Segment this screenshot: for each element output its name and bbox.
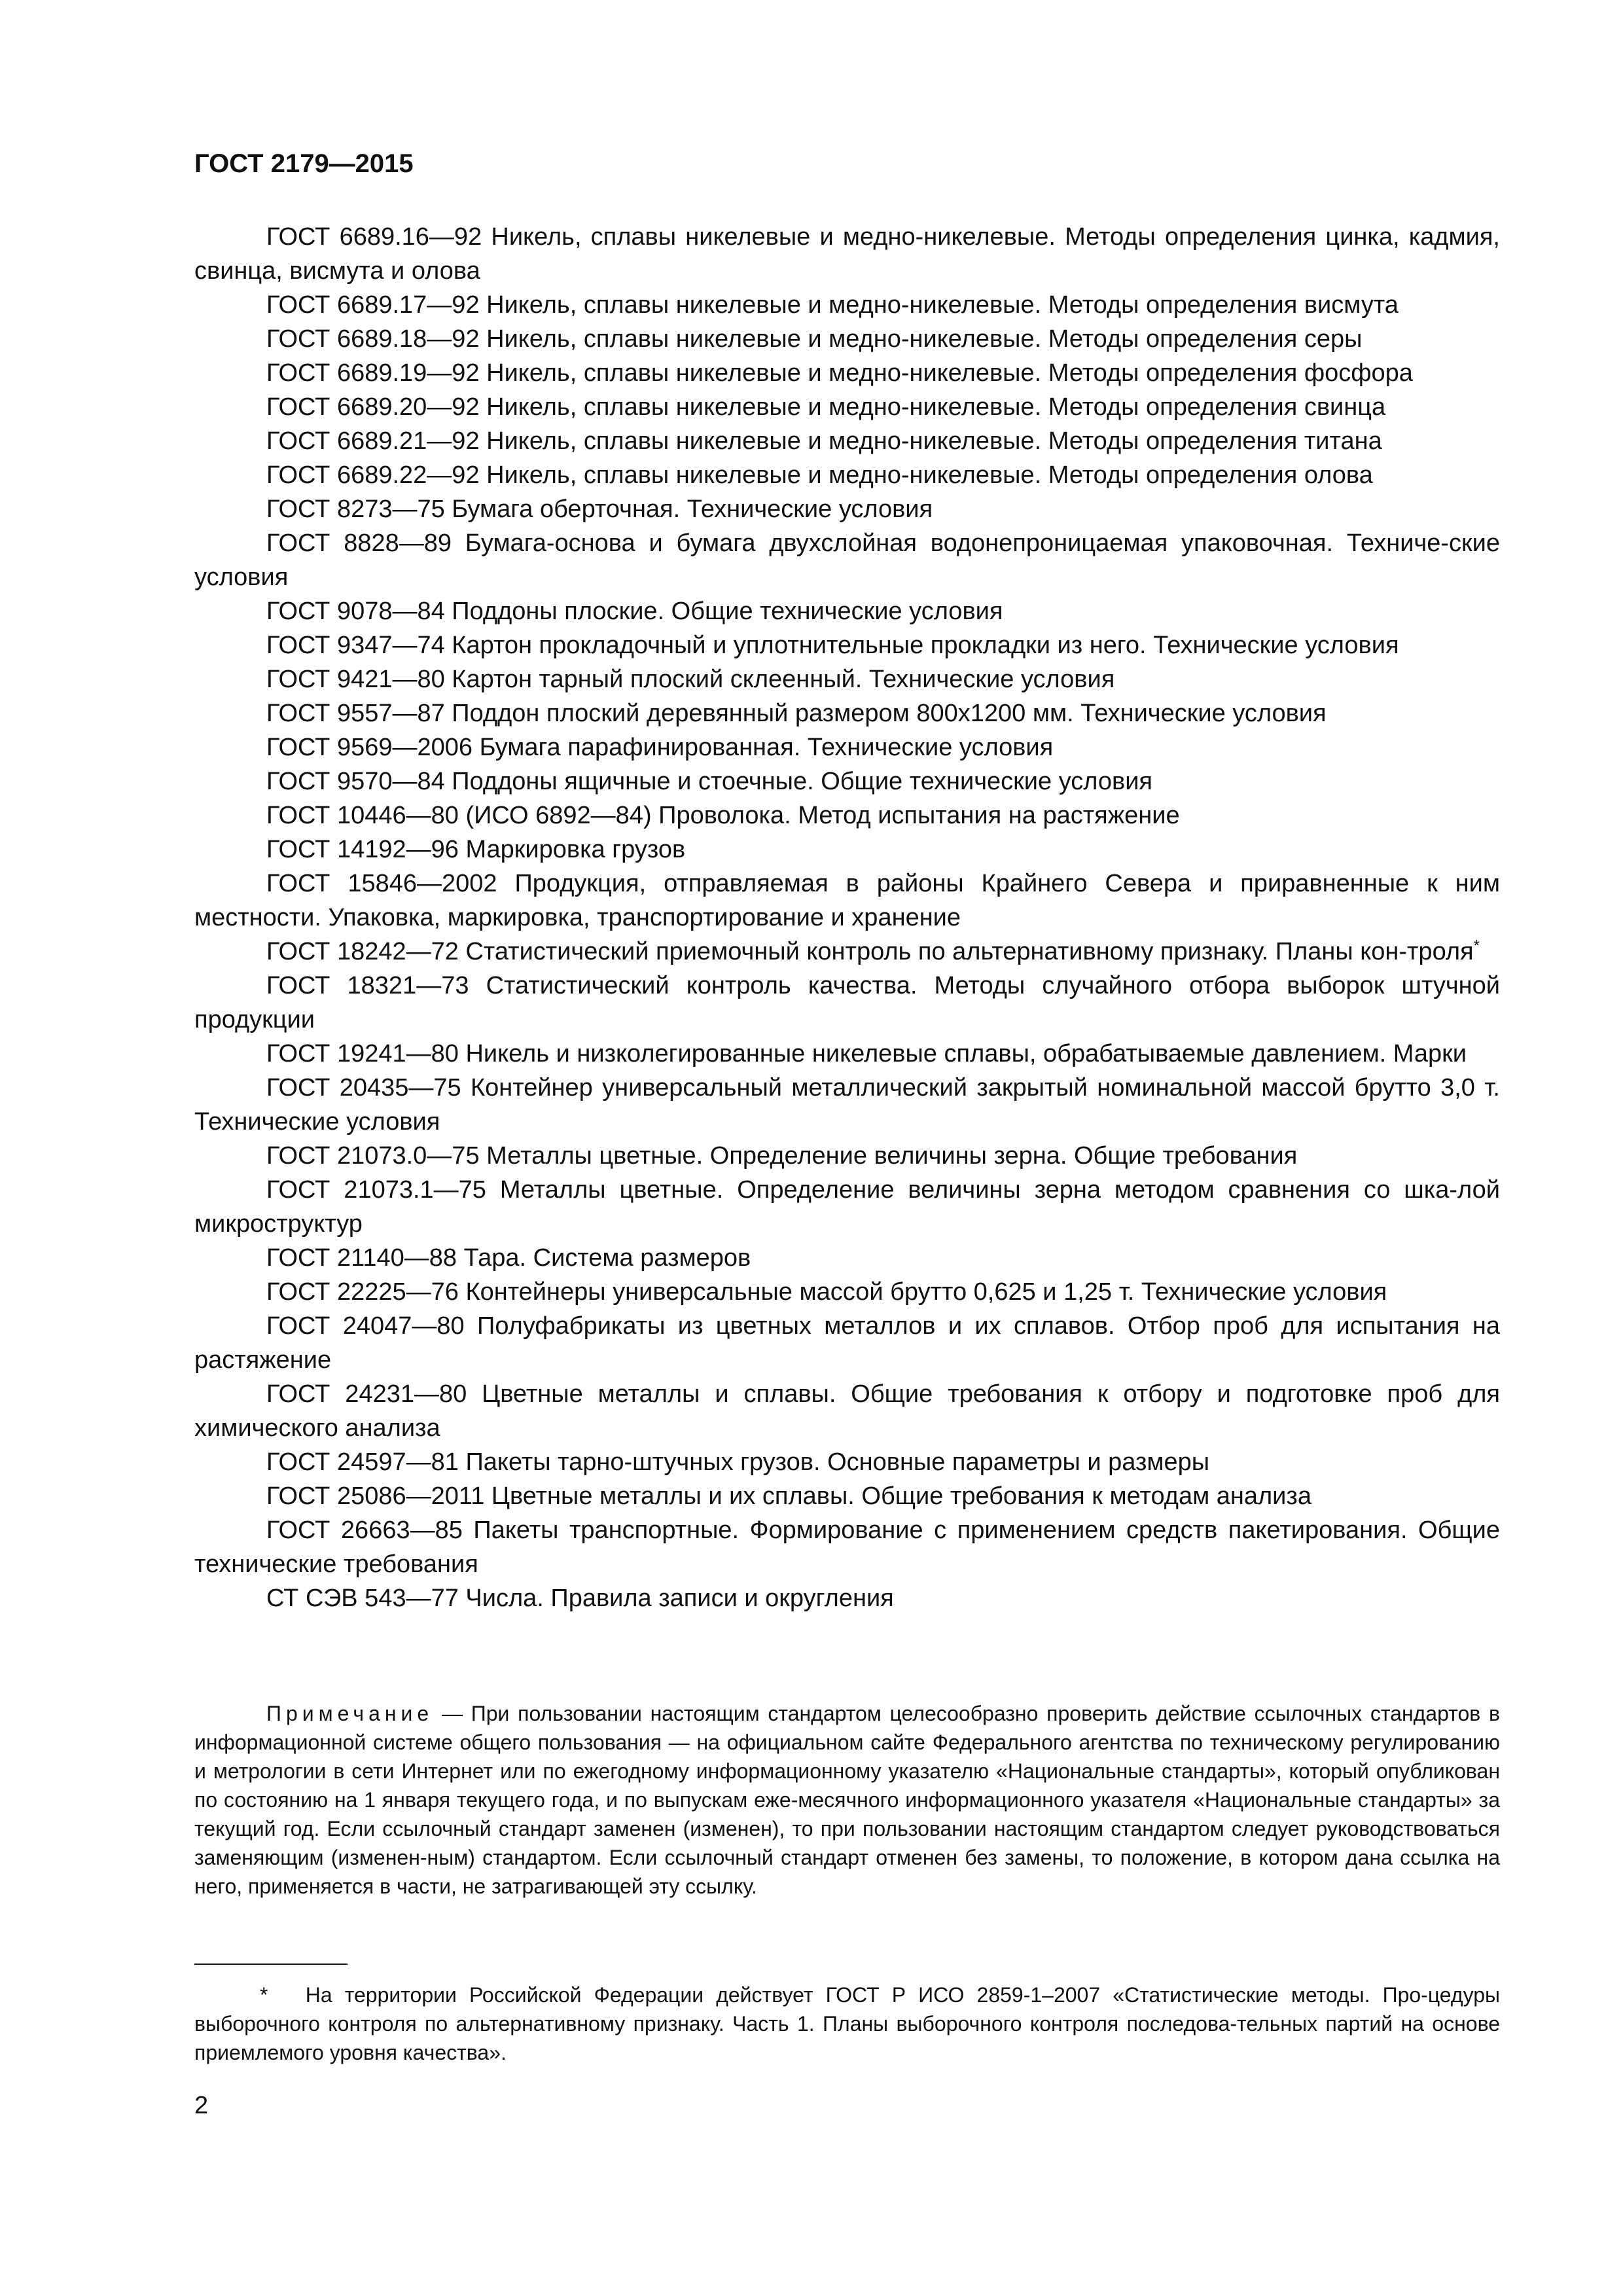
reference-item: ГОСТ 18321—73 Статистический контроль качества. Методы случайного отбора выборок штучной продукции [194,972,1500,1033]
reference-item: ГОСТ 24047—80 Полуфабрикаты из цветных металлов и их сплавов. Отбор проб для испытания на растяжение [194,1312,1500,1374]
reference-item: ГОСТ 25086—2011 Цветные металлы и их сплавы. Общие требования к методам анализа [266,1482,1311,1510]
reference-item: ГОСТ 6689.19—92 Никель, сплавы никелевые и медно-никелевые. Методы определения фосфора [266,359,1413,387]
reference-item: ГОСТ 21073.1—75 Металлы цветные. Определение величины зерна методом сравнения со шка-лой микроструктур [194,1176,1500,1238]
reference-item: ГОСТ 26663—85 Пакеты транспортные. Формирование с применением средств пакетирования. Общие технические требования [194,1516,1500,1578]
footnote-text: На территории Российской Федерации действует ГОСТ Р ИСО 2859-1–2007 «Статистические методы. Про-цедуры выборочного контроля по альтернативному признаку. Часть 1. Планы выборочного контроля последова-тельных партий на основе приемлемого уровня качества». [194,1983,1501,2064]
reference-item: ГОСТ 6689.22—92 Никель, сплавы никелевые и медно-никелевые. Методы определения олова [266,461,1373,489]
reference-item: ГОСТ 6689.20—92 Никель, сплавы никелевые и медно-никелевые. Методы определения свинца [266,393,1386,421]
page-number: 2 [194,2092,209,2119]
reference-item: ГОСТ 24231—80 Цветные металлы и сплавы. Общие требования к отбору и подготовке проб для химического анализа [194,1380,1500,1442]
reference-item: ГОСТ 9557—87 Поддон плоский деревянный размером 800х1200 мм. Технические условия [266,700,1327,727]
reference-item: ГОСТ 9347—74 Картон прокладочный и уплотнительные прокладки из него. Технические условия [266,632,1399,659]
note-text: — При пользовании настоящим стандартом целесообразно проверить действие ссылочных стандартов в информационной системе общего пользования — на официальном сайте Федерального агентства по техническому регулированию и метрологии в сети Интернет или по ежегодному информационному указателю «Национальные стандарты», который опубликован по состоянию на 1 января текущего года, и по выпускам еже-месячного информационного указателя «Национальные стандарты» за текущий год. Если ссылочный стандарт заменен (изменен), то при пользовании настоящим стандартом следует руководствоваться заменяющим (изменен-ным) стандартом. Если ссылочный стандарт отменен без замены, то положение, в котором дана ссылка на него, применяется в части, не затрагивающей эту ссылку. [194,1702,1501,1898]
reference-item: ГОСТ 18242—72 Статистический приемочный контроль по альтернативному признаку. Планы кон-троля* [266,937,1480,965]
note-label: Примечание [266,1702,434,1725]
reference-item: ГОСТ 8273—75 Бумага оберточная. Технические условия [266,495,933,523]
footnote-mark: * [260,1983,268,2007]
reference-item: ГОСТ 20435—75 Контейнер универсальный металлический закрытый номинальной массой брутто 3,0 т. Технические условия [194,1074,1500,1136]
reference-item: ГОСТ 6689.17—92 Никель, сплавы никелевые и медно-никелевые. Методы определения висмута [266,291,1399,319]
footnote [194,1981,1500,2067]
reference-item: ГОСТ 22225—76 Контейнеры универсальные массой брутто 0,625 и 1,25 т. Технические условия [266,1278,1387,1306]
reference-item: ГОСТ 9078—84 Поддоны плоские. Общие технические условия [266,598,1003,625]
reference-item: ГОСТ 6689.16—92 Никель, сплавы никелевые и медно-никелевые. Методы определения цинка, кадмия, свинца, висмута и олова [194,223,1500,285]
reference-item: ГОСТ 15846—2002 Продукция, отправляемая в районы Крайнего Севера и приравненные к ним местности. Упаковка, маркировка, транспортирование и хранение [194,870,1500,931]
note-paragraph [194,1699,1500,1901]
reference-item: ГОСТ 14192—96 Маркировка грузов [266,836,686,863]
reference-item: ГОСТ 21073.0—75 Металлы цветные. Определение величины зерна. Общие требования [266,1142,1298,1170]
reference-item: ГОСТ 9421—80 Картон тарный плоский склеенный. Технические условия [266,666,1115,693]
reference-item: ГОСТ 8828—89 Бумага-основа и бумага двухслойная водонепроницаемая упаковочная. Техниче-ские условия [194,529,1500,591]
reference-item: ГОСТ 21140—88 Тара. Система размеров [266,1244,751,1272]
reference-item: ГОСТ 6689.18—92 Никель, сплавы никелевые и медно-никелевые. Методы определения серы [266,325,1363,353]
reference-item: ГОСТ 10446—80 (ИСО 6892—84) Проволока. Метод испытания на растяжение [266,802,1180,829]
reference-item: ГОСТ 6689.21—92 Никель, сплавы никелевые и медно-никелевые. Методы определения титана [266,427,1382,455]
reference-item: ГОСТ 24597—81 Пакеты тарно-штучных грузов. Основные параметры и размеры [266,1448,1210,1476]
document-header: ГОСТ 2179—2015 [194,149,414,178]
footnote-marker: * [1473,937,1480,955]
reference-item: ГОСТ 19241—80 Никель и низколегированные никелевые сплавы, обрабатываемые давлением. Марки [266,1040,1467,1067]
normative-references-list [194,220,1500,1615]
footnote-separator [194,1964,348,1965]
reference-item: ГОСТ 9570—84 Поддоны ящичные и стоечные. Общие технические условия [266,768,1152,795]
reference-item: ГОСТ 9569—2006 Бумага парафинированная. Технические условия [266,734,1054,761]
reference-item: СТ СЭВ 543—77 Числа. Правила записи и округления [266,1585,894,1612]
